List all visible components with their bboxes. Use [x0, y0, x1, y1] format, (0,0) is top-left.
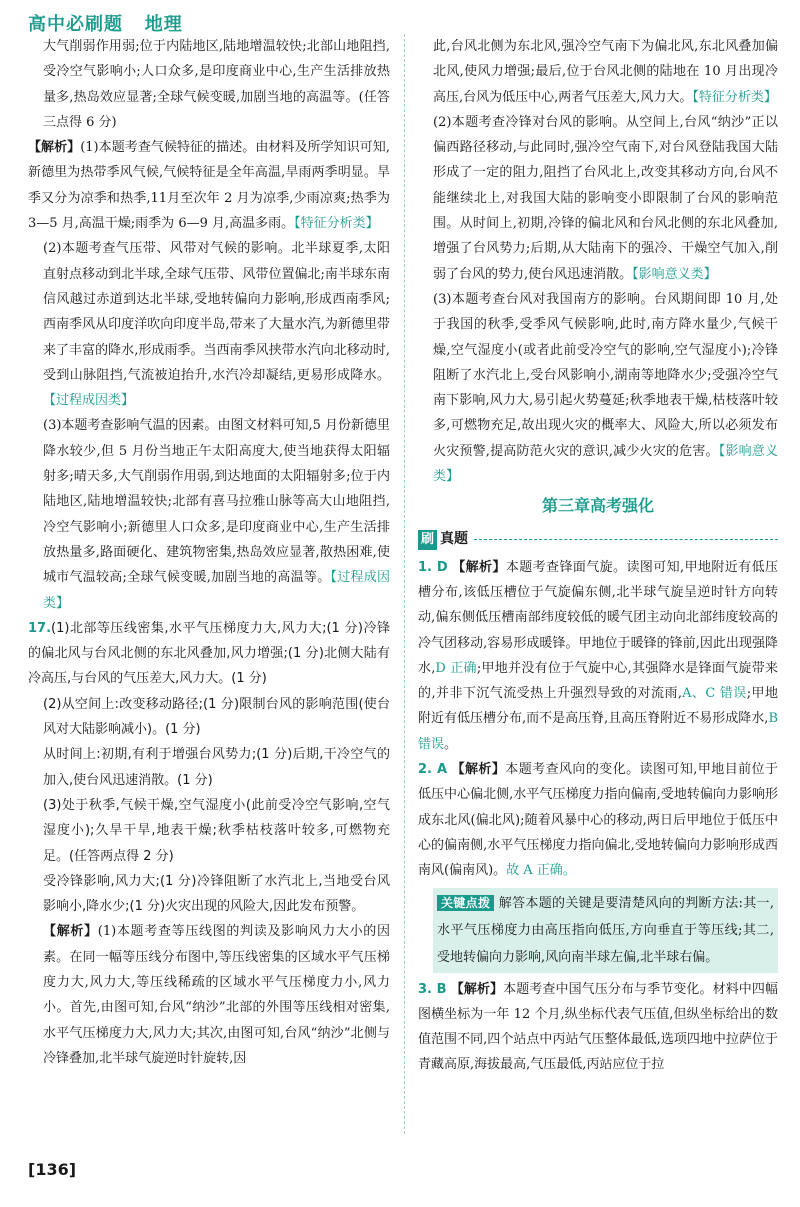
analysis-text: (2)本题考查气压带、风带对气候的影响。北半球夏季,太阳直射点移动到北半球,全球气压带、风带位置偏北;南半球东南信风越过赤道到达北半球,受地转偏向力影响,形成西南季风;西南季风从印度洋吹向印度半岛,带来了大量水汽,为新德里带来了丰富的降水,形成雨季。当西南季风挟带水汽向北移动时,受到山脉阻挡,气流被迫抬升,水汽冷却凝结,更易形成降水。 [43, 241, 390, 383]
category-tag: 【特征分析类】 [692, 89, 777, 105]
q2-answer [418, 757, 778, 883]
question-number: 1. D [418, 559, 448, 575]
analysis-text: 此,台风北侧为东北风,强冷空气南下为偏北风,东北风叠加偏北风,使风力增强;最后,位于台风北侧的陆地在 10 月出现冷高压,台风为低压中心,两者气压差大,风力大。 [433, 39, 778, 105]
q17-answer-3: 从时间上:初期,有利于增强台风势力;(1 分)后期,干冷空气的加入,使台风迅速消散。(1 分) [43, 747, 390, 788]
page-number: [136] [28, 1160, 77, 1179]
analysis-text: 本题考查锋面气旋。读图可知,甲地附近有低压槽分布,该低压槽位于气旋偏东侧,北半球气旋呈逆时针方向转动,偏东侧低压槽南部纬度较低的暖气团主动向北部纬度较高的冷气团移动,容易形成暖锋。甲地位于暖锋的锋前,因此出现强降水, [418, 559, 778, 676]
key-tip-box [433, 888, 778, 973]
question-number: 2. A [418, 762, 447, 778]
chapter-section-title: 第三章高考强化 [541, 496, 654, 516]
q17-analysis [28, 919, 390, 1071]
analysis-part3 [28, 413, 390, 615]
analysis-label: 【解析】 [43, 924, 98, 940]
analysis-label: 【解析】 [452, 559, 506, 575]
column-divider [404, 34, 405, 1134]
key-tip-text: 解答本题的关键是要清楚风向的判断方法:其一,水平气压梯度力由高压指向低压,方向垂直于等压线;其二,受地转偏向力影响,风向南半球左偏,北半球右偏。 [437, 895, 774, 965]
answer-text: (1)北部等压线密集,水平气压梯度力大,风力大;(1 分)冷锋的偏北风与台风北侧的东北风叠加,风力增强;(1 分)北侧大陆有冷高压,与台风的气压差大,风力大。(1 分) [28, 620, 390, 687]
category-tag: 【影响意义类】 [433, 443, 778, 485]
analysis-label: 【解析】 [451, 762, 506, 778]
question-number: 3. B [418, 981, 447, 997]
dashed-rule [474, 539, 778, 540]
category-tag: 【特征分析类】 [294, 216, 379, 232]
q17-answer-4: (3)处于秋季,气候干燥,空气湿度小(此前受冷空气影响,空气湿度小);久旱干旱,地表干燥;秋季枯枝落叶较多,可燃物充足。(任答两点得 2 分) [43, 797, 390, 864]
analysis-part2 [418, 110, 778, 287]
wrong-marker: A、C 错误 [682, 686, 747, 702]
analysis-part3 [418, 287, 778, 489]
q1-answer [418, 555, 778, 757]
analysis-text: (3)本题考查台风对我国南方的影响。台风期间即 10 月,处于我国的秋季,受季风气候影响,此时,南方降水量少,气候干燥,空气湿度小(或者此前受冷空气的影响,空气湿度小);冷锋阻断了水汽北上,受台风影响小,湖南等地降水少;受强冷空气南下影响,风力大,易引起火势蔓延;秋季地表干燥,枯枝落叶较多,可燃物充足,故出现火灾的概率大、风险大,所以必须发布火灾预警,提高防范火灾的意识,减少火灾的危害。 [433, 291, 778, 459]
shua-badge: 刷 [418, 530, 437, 550]
wrong-marker: B 错误 [418, 711, 778, 752]
analysis-text: 。 [444, 736, 458, 752]
right-column [418, 34, 778, 1078]
category-tag: 【影响意义类】 [632, 266, 717, 282]
q17-answer-5: 受冷锋影响,风力大;(1 分)冷锋阻断了水汽北上,当地受台风影响小,降水少;(1 分)火灾出现的风险大,因此发布预警。 [43, 873, 390, 915]
analysis-continuation [418, 34, 778, 110]
analysis-part2 [28, 236, 390, 413]
left-column [28, 34, 390, 1071]
key-tip-tag: 关键点拨 [437, 895, 494, 911]
q17-answer-2: (2)从空间上:改变移动路径;(1 分)限制台风的影响范围(使台风对大陆影响减小)。(1 分) [43, 696, 390, 738]
analysis-part1 [28, 135, 390, 236]
analysis-label: 【解析】 [450, 981, 504, 997]
category-tag: 【过程成因类】 [43, 393, 135, 409]
analysis-text: ;甲地并没有位于气旋中心,其强降水是锋面气旋带来的,并非下沉气流受热上升强烈导致的对流雨, [418, 660, 778, 702]
analysis-text: 本题考查风向的变化。读图可知,甲地目前位于低压中心偏北侧,水平气压梯度力指向偏南,受地转偏向力影响形成东北风(偏北风);随着风暴中心的移动,两日后甲地位于低压中心的偏南侧,水平气压梯度力指向偏北,受地转偏向力影响形成西南风(偏南风)。 [418, 762, 778, 879]
category-tag: 【过程成因类】 [43, 570, 390, 611]
analysis-text: (3)本题考查影响气温的因素。由图文材料可知,5 月份新德里降水较少,但 5 月份当地正午太阳高度大,使当地获得太阳辐射多;晴天多,大气削弱作用弱,到达地面的太阳辐射多;位于内陆地区,陆地增温较快;北部有喜马拉雅山脉等高大山地阻挡,冷空气影响小;新德里人口众多,是印度商业中心,生产生活排放热量多,路面硬化、建筑物密集,热岛效应显著,散热困难,使城市气温较高;全球气候变暖,加剧当地的高温等。 [43, 418, 390, 586]
analysis-text: (2)本题考查冷锋对台风的影响。从空间上,台风“纳沙”正以偏西路径移动,与此同时,强冷空气南下,对台风登陆我国大陆形成了一定的阻力,阻挡了台风北上,改变其移动方向,台风不能继续北上,对我国大陆的影响变小即限制了台风的影响范围。从时间上,初期,冷锋的偏北风和台风北侧的东北风叠加,增强了台风势力;后期,从大陆南下的强冷、干燥空气加入,削弱了台风的势力,使台风迅速消散。 [433, 114, 778, 282]
q17-answer-1 [28, 616, 390, 692]
real-exam-header [418, 527, 778, 553]
question-number: 17. [28, 620, 52, 636]
page-header-title: 高中必刷题 地理 [28, 14, 183, 35]
page-number-value: 136 [35, 1160, 69, 1179]
correct-marker: D 正确 [435, 660, 477, 676]
real-exam-label: 真题 [440, 530, 469, 547]
answer-continuation: 大气削弱作用弱;位于内陆地区,陆地增温较快;北部山地阻挡,受冷空气影响小;人口众多,是印度商业中心,生产生活排放热量多,热岛效应显著;全球气候变暖,加剧当地的高温等。(任答三点得 6 分) [43, 39, 390, 130]
analysis-text: 本题考查中国气压分布与季节变化。材料中四幅图横坐标为一年 12 个月,纵坐标代表气压值,但纵坐标给出的数值范围不同,四个站点中丙站气压整体最低,选项四地中拉萨位于青藏高原,海拔最高,气压最低,丙站应位于拉 [418, 981, 778, 1073]
analysis-text: ;甲地附近有低压槽分布,而不是高压脊,且高压脊附近不易形成降水, [418, 686, 778, 727]
analysis-label: 【解析】 [28, 140, 81, 156]
q3-answer [418, 977, 778, 1078]
analysis-text: (1)本题考查气候特征的描述。由材料及所学知识可知,新德里为热带季风气候,气候特征是全年高温,旱雨两季明显。旱季又分为凉季和热季,11月至次年 2 月为凉季,少雨凉爽;热季为 3—5 月,高温干燥;雨季为 6—9 月,高温多雨。 [28, 140, 390, 232]
correct-marker: 故 A 正确。 [506, 863, 576, 879]
analysis-text: (1)本题考查等压线图的判读及影响风力大小的因素。在同一幅等压线分布图中,等压线密集的区域水平气压梯度力大,风力大,等压线稀疏的区域水平气压梯度力小,风力小。首先,由图可知,台风“纳沙”北部的外围等压线相对密集,水平气压梯度力大,风力大;其次,由图可知,台风“纳沙”北侧与冷锋叠加,北半球气旋逆时针旋转,因 [43, 924, 390, 1066]
